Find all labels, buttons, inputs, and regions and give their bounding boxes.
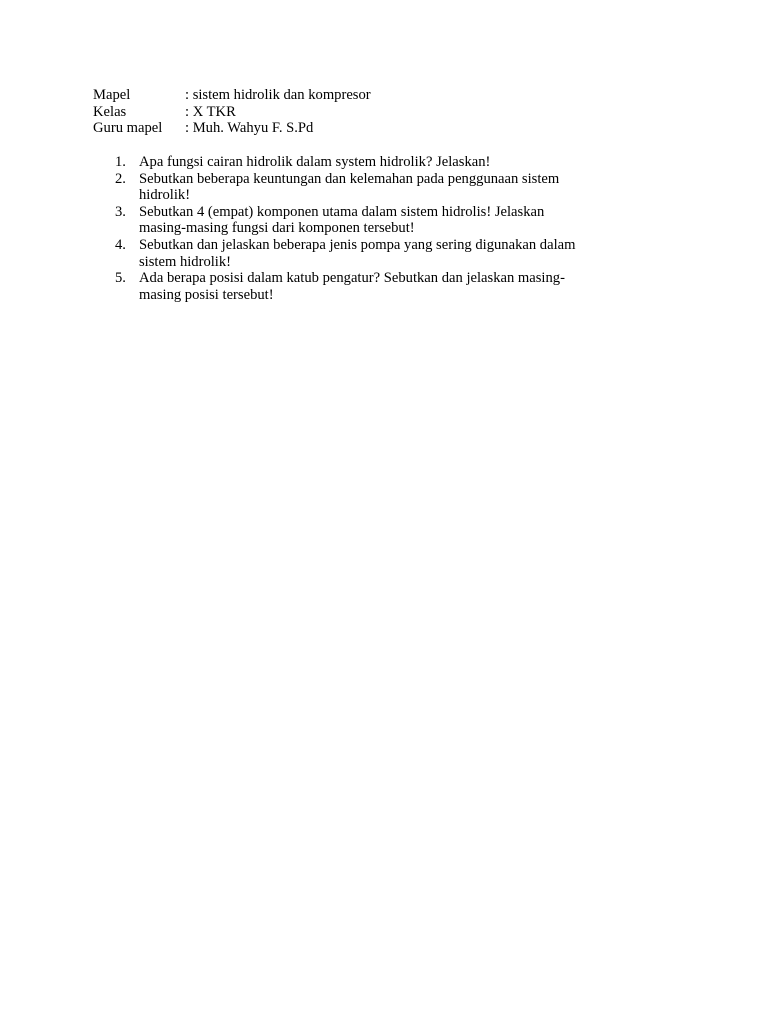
question-item [93,237,583,270]
header-row-guru [93,120,653,137]
header-row-kelas [93,104,653,121]
question-number: 3. [115,203,126,220]
question-item [93,171,583,204]
question-number: 1. [115,154,126,170]
document-header [93,87,653,137]
question-text: Sebutkan beberapa keuntungan dan kelemahan pada penggunaan sistem hidrolik! [139,170,560,204]
question-number: 4. [115,236,126,253]
question-list [93,154,583,303]
question-number: 5. [115,270,126,287]
guru-value: : Muh. Wahyu F. S.Pd [185,120,314,137]
question-item [93,270,583,303]
question-item [93,154,583,171]
question-text: Ada berapa posisi dalam katub pengatur? Sebutkan dan jelaskan masing-masing posisi tersebut! [139,270,565,303]
question-item [93,204,583,237]
question-text: Sebutkan 4 (empat) komponen utama dalam sistem hidrolis! Jelaskan masing-masing fungsi dari komponen tersebut! [139,203,545,237]
header-row-mapel [93,87,653,104]
question-number: 2. [115,170,126,187]
mapel-label: Mapel [93,87,131,103]
kelas-value: : X TKR [185,103,236,120]
kelas-label: Kelas [93,103,127,120]
question-text: Apa fungsi cairan hidrolik dalam system hidrolik? Jelaskan! [139,154,491,170]
question-text: Sebutkan dan jelaskan beberapa jenis pompa yang sering digunakan dalam sistem hidrolik! [139,236,576,270]
mapel-value: : sistem hidrolik dan kompresor [185,87,371,103]
guru-label: Guru mapel [93,120,163,137]
